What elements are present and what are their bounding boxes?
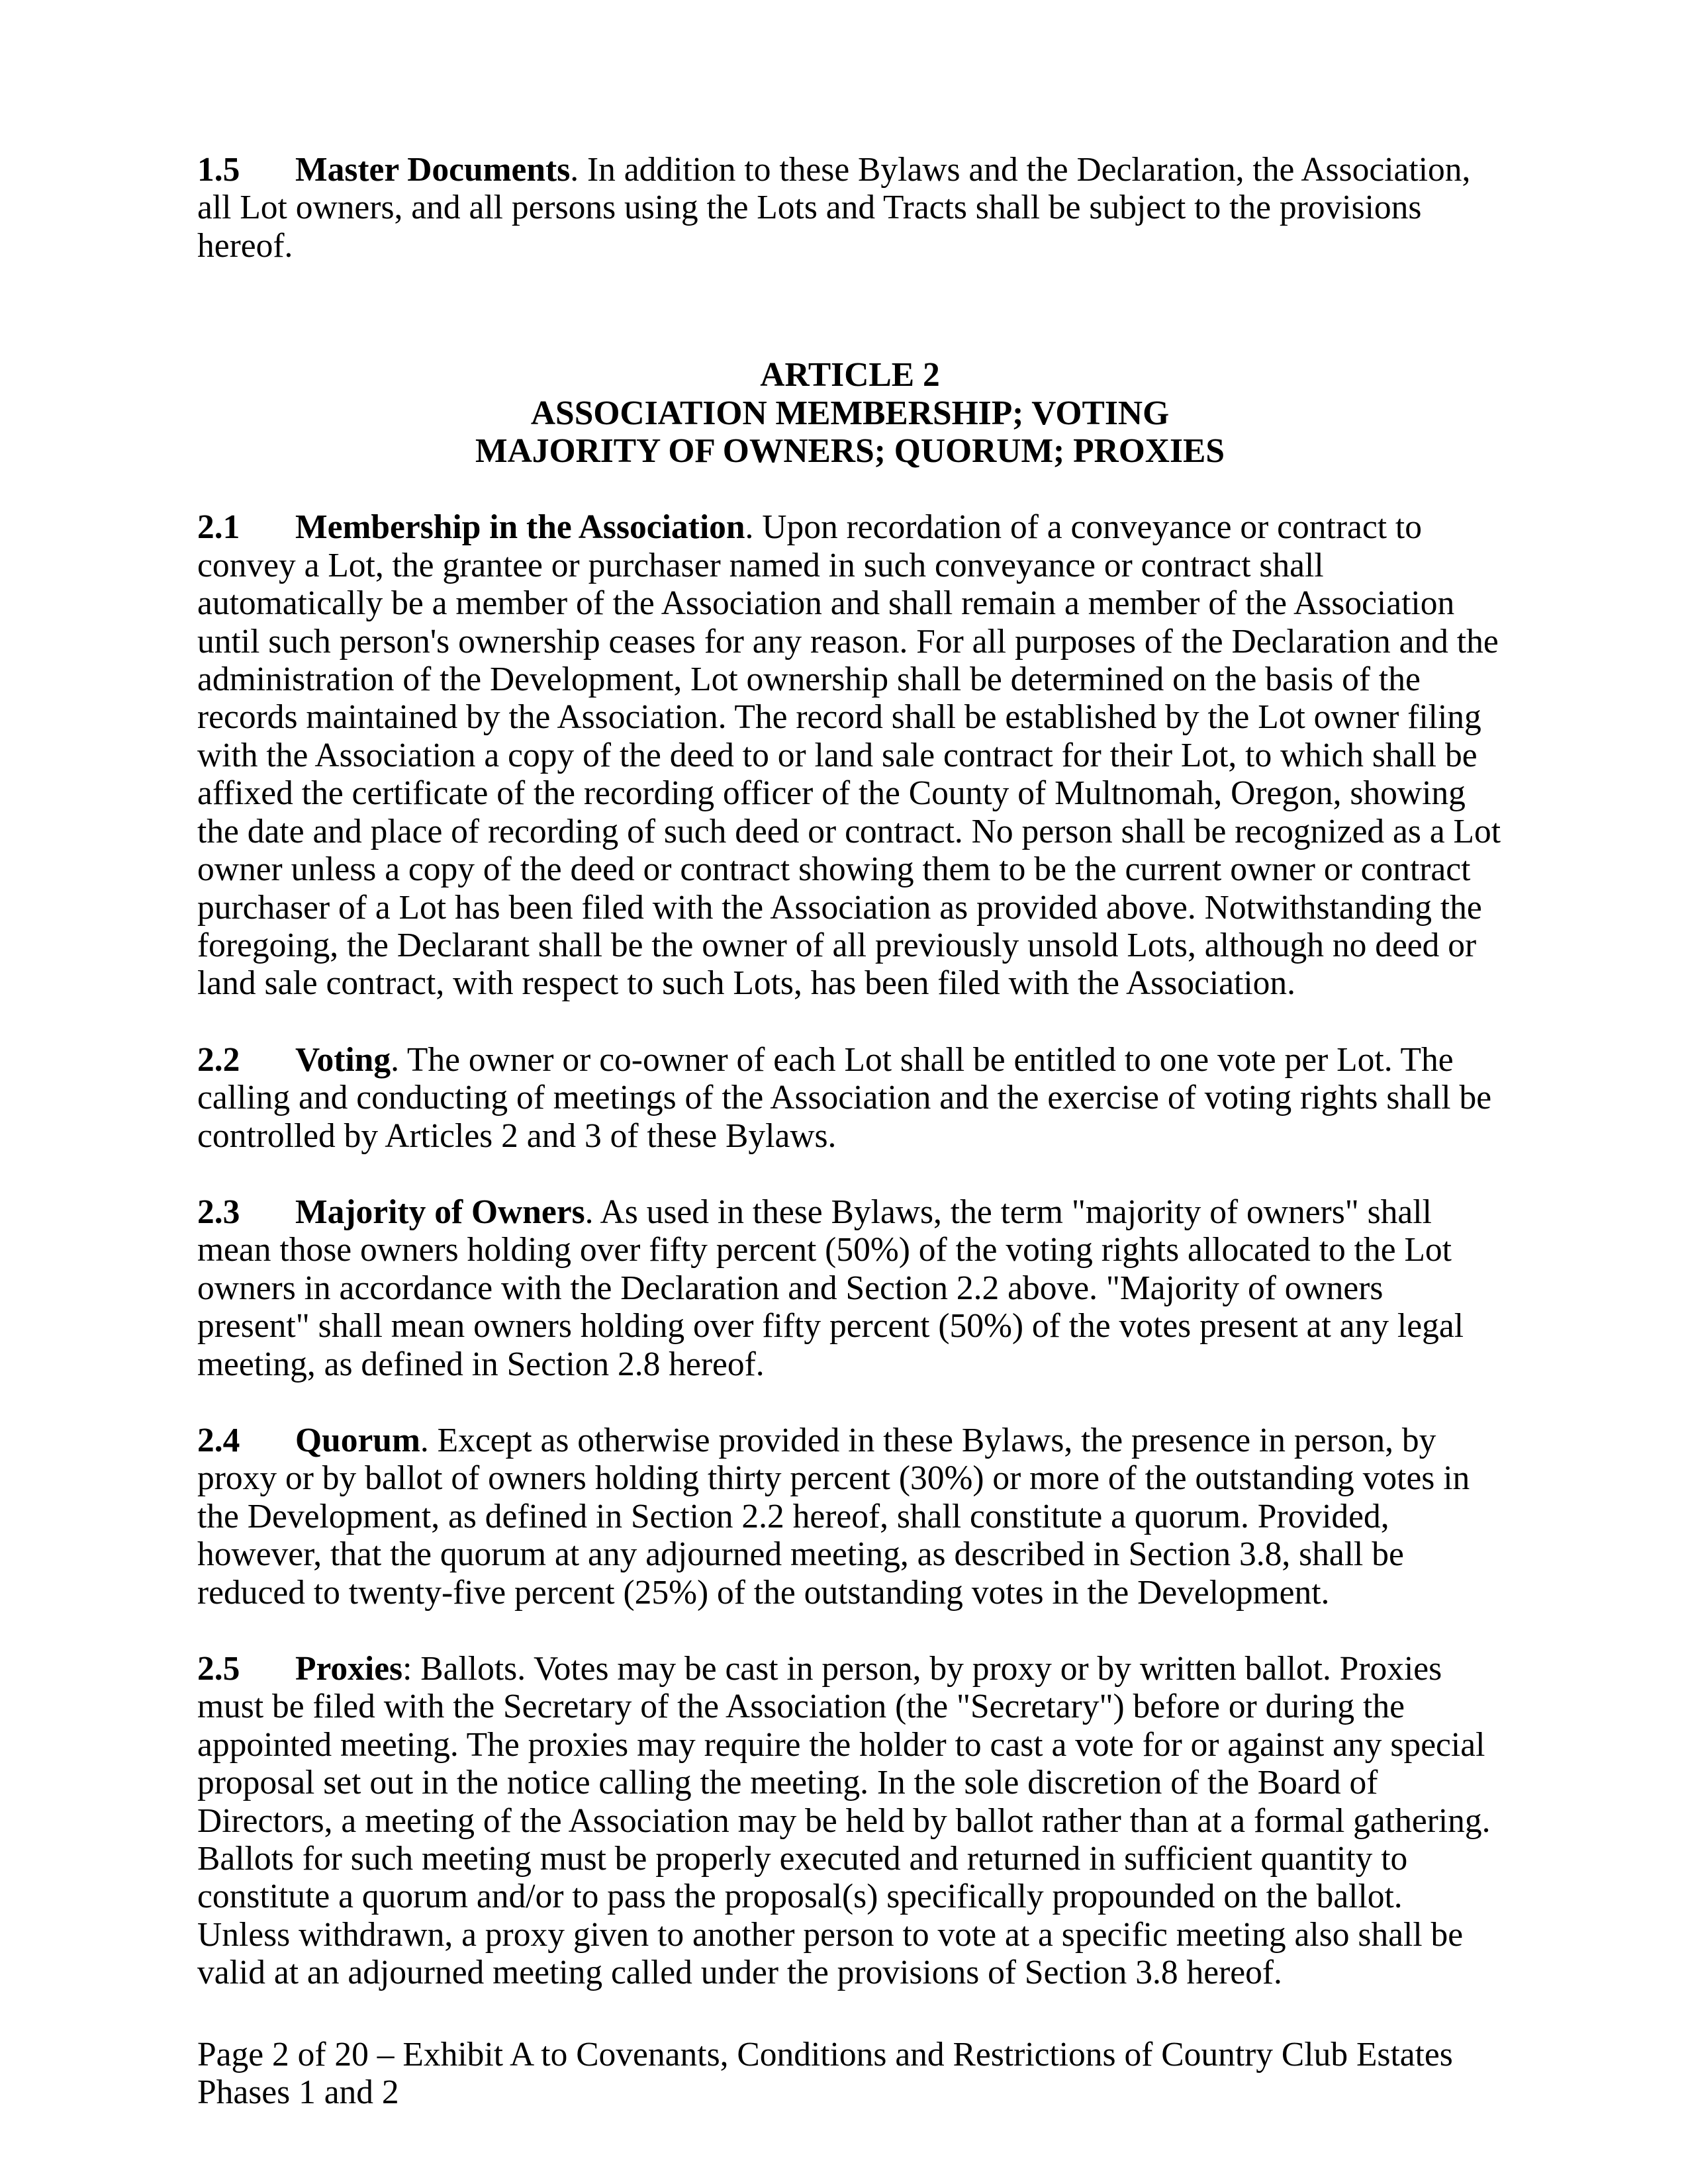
- section-number: 2.4: [197, 1421, 240, 1459]
- section-title: Voting: [295, 1040, 391, 1079]
- section-number: 1.5: [197, 151, 240, 189]
- document-body: [197, 151, 1503, 1992]
- section-1-5: [197, 151, 1503, 265]
- section-2-5: [197, 1650, 1503, 1992]
- section-text: . Upon recordation of a conveyance or contract to convey a Lot, the grantee or purchaser named in such conveyance or contract shall automatically be a member of the Association and shall remain a member of the Association until such person's ownership ceases for any reason. For all purposes of the Declaration and the administration of the Development, Lot ownership shall be determined on the basis of the records maintained by the Association. The record shall be established by the Lot owner filing with the Association a copy of the deed to or land sale contract for their Lot, to which shall be affixed the certificate of the recording officer of the County of Multnomah, Oregon, showing the date and place of recording of such deed or contract. No person shall be recognized as a Lot owner unless a copy of the deed or contract showing them to be the current owner or contract purchaser of a Lot has been filed with the Association as provided above. Notwithstanding the foregoing, the Declarant shall be the owner of all previously unsold Lots, although no deed or land sale contract, with respect to such Lots, has been filed with the Association.: [197, 508, 1501, 1003]
- section-text: . As used in these Bylaws, the term "majority of owners" shall mean those owners holding over fifty percent (50%) of the voting rights allocated to the Lot owners in accordance with the Declaration and Section 2.2 above. "Majority of owners present" shall mean owners holding over fifty percent (50%) of the votes present at any legal meeting, as defined in Section 2.8 hereof.: [197, 1193, 1464, 1383]
- section-number: 2.2: [197, 1040, 240, 1079]
- section-number: 2.1: [197, 508, 240, 547]
- section-title: Quorum: [295, 1421, 420, 1459]
- article-number: ARTICLE 2: [760, 356, 940, 394]
- section-text: . The owner or co-owner of each Lot shall be entitled to one vote per Lot. The calling and conducting of meetings of the Association and the exercise of voting rights shall be controlled by Articles 2 and 3 of these Bylaws.: [197, 1040, 1492, 1155]
- section-2-4: [197, 1422, 1503, 1612]
- section-2-2: [197, 1041, 1503, 1155]
- section-text: : Ballots. Votes may be cast in person, by proxy or by written ballot. Proxies must be filed with the Secretary of the Association (the "Secretary") before or during the appointed meeting. The proxies may require the holder to cast a vote for or against any special proposal set out in the notice calling the meeting. In the sole discretion of the Board of Directors, a meeting of the Association may be held by ballot rather than at a formal gathering. Ballots for such meeting must be properly executed and returned in sufficient quantity to constitute a quorum and/or to pass the proposal(s) specifically propounded on the ballot. Unless withdrawn, a proxy given to another person to vote at a specific meeting also shall be valid at an adjourned meeting called under the provisions of Section 3.8 hereof.: [197, 1650, 1491, 1992]
- footer-line-2: Phases 1 and 2: [197, 2073, 399, 2112]
- article-heading: [197, 356, 1503, 470]
- article-title-line-1: ASSOCIATION MEMBERSHIP; VOTING: [530, 394, 1170, 432]
- section-title: Majority of Owners: [295, 1193, 585, 1231]
- article-title-line-2: MAJORITY OF OWNERS; QUORUM; PROXIES: [475, 432, 1225, 471]
- section-number: 2.5: [197, 1650, 240, 1688]
- section-text: . Except as otherwise provided in these Bylaws, the presence in person, by proxy or by ballot of owners holding thirty percent (30%) or more of the outstanding votes in the Development, as defined in Section 2.2 hereof, shall constitute a quorum. Provided, however, that the quorum at any adjourned meeting, as described in Section 3.8, shall be reduced to twenty-five percent (25%) of the outstanding votes in the Development.: [197, 1421, 1470, 1612]
- section-2-1: [197, 508, 1503, 1002]
- page-footer: [197, 2036, 1503, 2112]
- footer-line-1: Page 2 of 20 – Exhibit A to Covenants, Conditions and Restrictions of Country Club Estates: [197, 2036, 1453, 2073]
- section-title: Membership in the Association: [295, 508, 745, 547]
- section-text: . In addition to these Bylaws and the Declaration, the Association, all Lot owners, and all persons using the Lots and Tracts shall be subject to the provisions hereof.: [197, 151, 1471, 265]
- section-title: Master Documents: [295, 151, 571, 189]
- section-2-3: [197, 1193, 1503, 1383]
- section-title: Proxies: [295, 1650, 403, 1688]
- section-number: 2.3: [197, 1193, 240, 1231]
